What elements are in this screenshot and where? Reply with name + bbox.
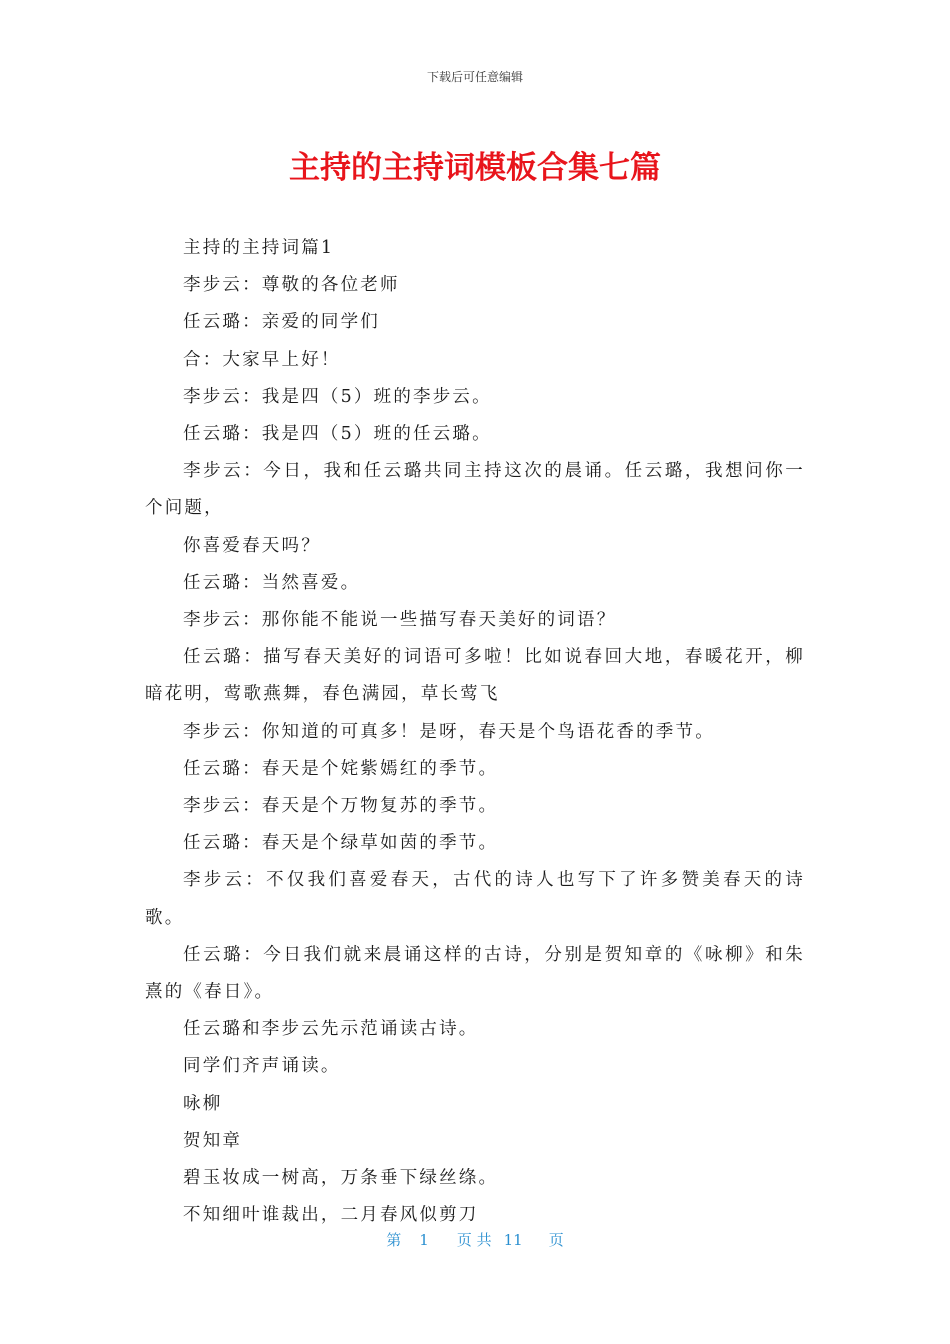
paragraph: 李步云：不仅我们喜爱春天，古代的诗人也写下了许多赞美春天的诗歌。 bbox=[145, 870, 805, 928]
paragraph: 李步云：我是四（5）班的李步云。 bbox=[183, 386, 492, 407]
paragraph: 任云璐：当然喜爱。 bbox=[183, 572, 361, 593]
current-page-number: 1 bbox=[419, 1231, 429, 1249]
paragraph: 你喜爱春天吗？ bbox=[183, 535, 321, 556]
page-footer bbox=[0, 1229, 950, 1250]
paragraph: 李步云：你知道的可真多！是呀，春天是个鸟语花香的季节。 bbox=[183, 721, 715, 742]
poem-author: 贺知章 bbox=[183, 1130, 243, 1151]
document-body bbox=[145, 230, 805, 1234]
footer-label-page: 第 bbox=[386, 1231, 402, 1249]
paragraph: 任云璐：今日我们就来晨诵这样的古诗，分别是贺知章的《咏柳》和朱熹的《春日》。 bbox=[145, 944, 805, 1003]
paragraph: 合：大家早上好！ bbox=[183, 349, 341, 370]
header-note: 下载后可任意编辑 bbox=[426, 70, 523, 84]
paragraph: 李步云：那你能不能说一些描写春天美好的词语？ bbox=[183, 610, 617, 631]
paragraph: 任云璐和李步云先示范诵读古诗。 bbox=[183, 1019, 479, 1040]
paragraph: 任云璐：春天是个绿草如茵的季节。 bbox=[183, 833, 499, 854]
paragraph: 任云璐：我是四（5）班的任云璐。 bbox=[183, 424, 492, 445]
paragraph: 任云璐：亲爱的同学们 bbox=[183, 312, 380, 333]
total-pages-number: 11 bbox=[503, 1231, 523, 1249]
document-title: 主持的主持词模板合集七篇 bbox=[289, 150, 661, 186]
poem-line: 碧玉妆成一树高，万条垂下绿丝绦。 bbox=[183, 1168, 499, 1189]
paragraph: 任云璐：描写春天美好的词语可多啦！比如说春回大地，春暖花开，柳暗花明，莺歌燕舞，春色满园，草长莺飞 bbox=[145, 647, 805, 705]
poem-title: 咏柳 bbox=[183, 1093, 223, 1114]
footer-label-pages: 页 bbox=[548, 1231, 564, 1249]
paragraph: 李步云：尊敬的各位老师 bbox=[183, 275, 400, 296]
section-heading: 主持的主持词篇1 bbox=[183, 238, 335, 258]
paragraph: 同学们齐声诵读。 bbox=[183, 1056, 341, 1077]
paragraph: 任云璐：春天是个姹紫嫣红的季节。 bbox=[183, 758, 499, 779]
paragraph: 李步云：今日，我和任云璐共同主持这次的晨诵。任云璐，我想问你一个问题， bbox=[145, 461, 805, 519]
paragraph: 李步云：春天是个万物复苏的季节。 bbox=[183, 796, 499, 817]
poem-line: 不知细叶谁裁出，二月春风似剪刀 bbox=[183, 1205, 479, 1226]
footer-label-of: 页 共 bbox=[456, 1231, 492, 1249]
